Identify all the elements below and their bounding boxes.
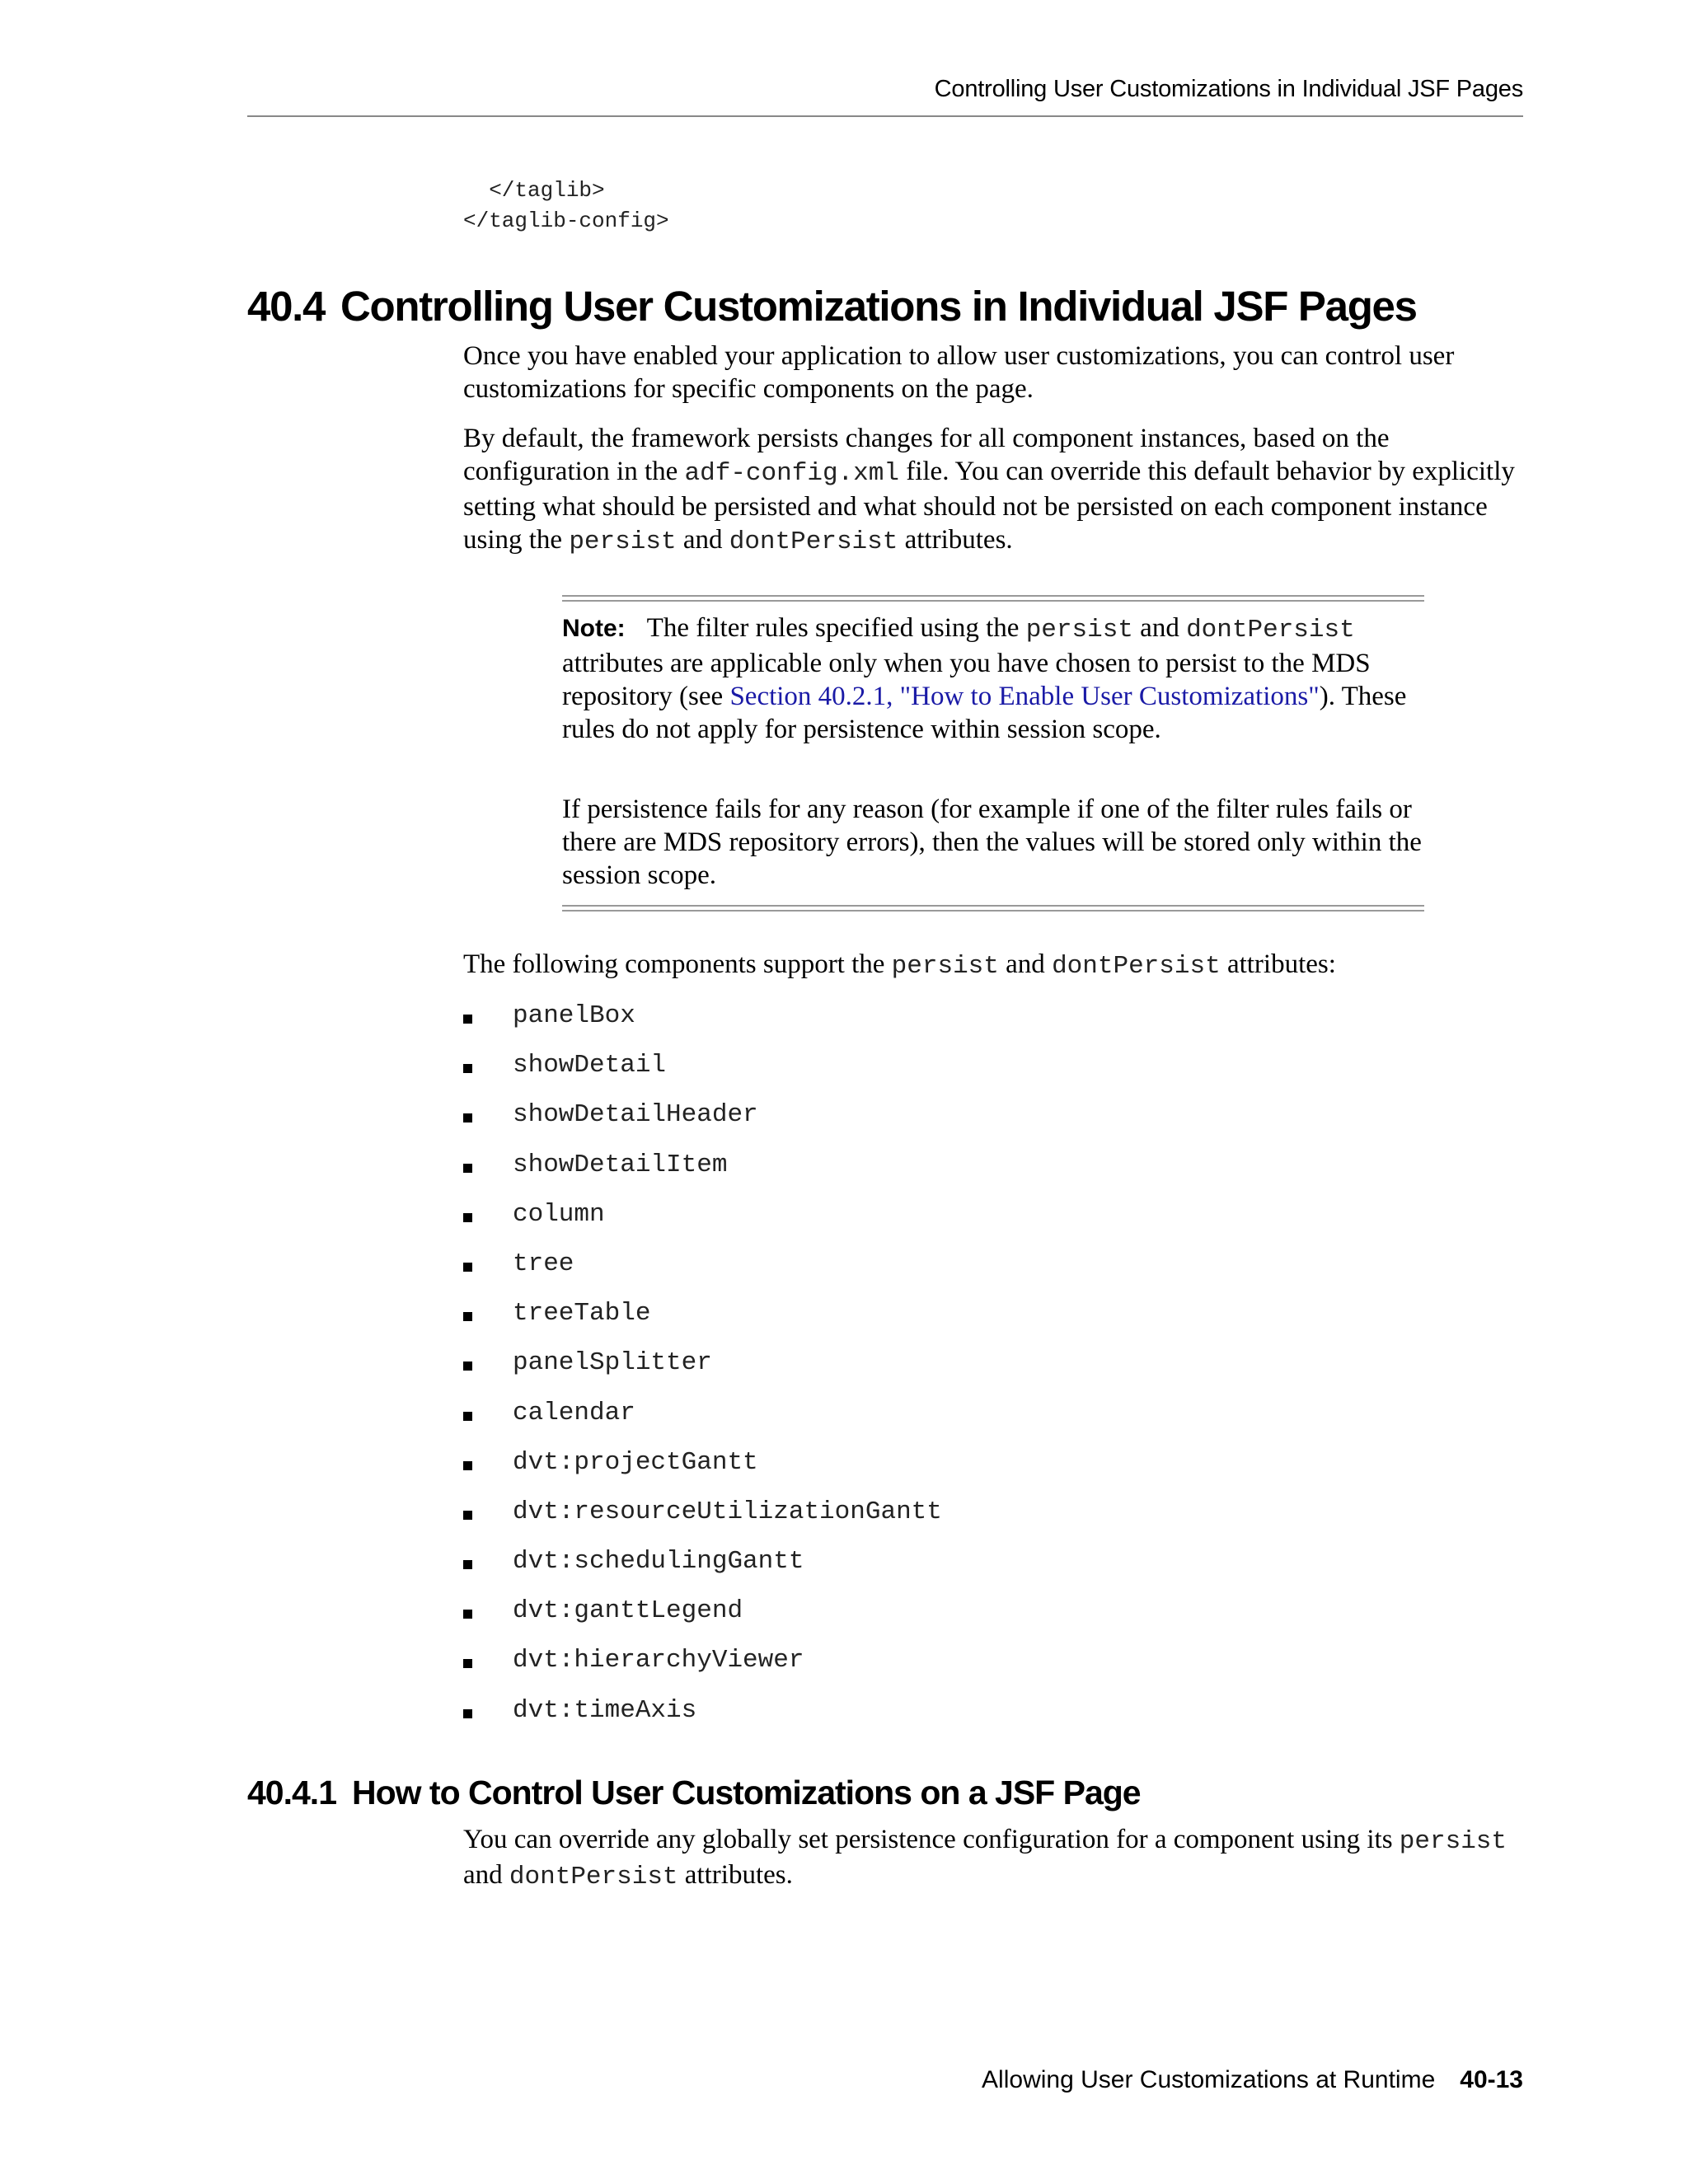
bullet-icon: [463, 1312, 472, 1321]
text-run: ). These rules do not apply for persistence within session scope.: [562, 682, 1407, 744]
bullet-icon: [463, 1263, 472, 1272]
component-name: dvt:schedulingGantt: [513, 1547, 804, 1577]
note-top-rule: [562, 595, 1424, 602]
code-line: </taglib-config>: [463, 209, 669, 233]
code-term: persist: [1025, 616, 1133, 644]
text-run: and: [676, 525, 729, 555]
note-paragraph-2: If persistence fails for any reason (for example if one of the filter rules fails or there are MDS repository errors), then the values will be stored only within the session scope.: [562, 794, 1422, 890]
subsection-title: How to Control User Customizations on a JSF Page: [352, 1774, 1141, 1811]
bullet-icon: [463, 1015, 472, 1024]
bullet-icon: [463, 1164, 472, 1173]
text-run: file. You can override this default behavior by explicitly setting what should be persisted and what should not be persisted on each component instance using the: [463, 457, 1515, 555]
code-line: </taglib>: [463, 178, 605, 203]
bullet-icon: [463, 1064, 472, 1073]
section-heading: [247, 282, 1417, 330]
list-intro: [463, 948, 1523, 983]
text-run: attributes:: [1220, 949, 1336, 979]
component-name: showDetailItem: [513, 1150, 728, 1179]
text-run: and: [463, 1860, 509, 1890]
bullet-icon: [463, 1511, 472, 1520]
section-link[interactable]: Section 40.2.1, "How to Enable User Customizations": [729, 682, 1320, 711]
section-title: Controlling User Customizations in Individual JSF Pages: [340, 283, 1417, 330]
code-term: persist: [1399, 1827, 1507, 1856]
subsection-number: 40.4.1: [247, 1774, 336, 1811]
bullet-icon: [463, 1361, 472, 1371]
component-name: dvt:timeAxis: [513, 1695, 697, 1725]
code-term: dontPersist: [1186, 616, 1355, 644]
text-run: attributes.: [898, 525, 1013, 555]
component-name: tree: [513, 1249, 574, 1278]
component-name: dvt:hierarchyViewer: [513, 1646, 804, 1675]
bullet-icon: [463, 1213, 472, 1222]
component-name: showDetail: [513, 1051, 667, 1080]
component-name: treeTable: [513, 1299, 651, 1329]
text-run: The following components support the: [463, 949, 892, 979]
component-name: panelSplitter: [513, 1348, 712, 1378]
bullet-icon: [463, 1610, 472, 1619]
bullet-icon: [463, 1412, 472, 1421]
header-rule: [247, 115, 1523, 117]
default-behavior-paragraph: [463, 422, 1523, 559]
bullet-icon: [463, 1461, 472, 1470]
bullet-icon: [463, 1659, 472, 1668]
page-number: 40-13: [1460, 2066, 1523, 2093]
component-name: column: [513, 1199, 605, 1229]
component-name: dvt:resourceUtilizationGantt: [513, 1497, 942, 1526]
note-paragraph: [562, 612, 1424, 746]
text-run: By default, the framework persists changes for all component instances, based on the configuration in the: [463, 424, 1390, 486]
intro-paragraph: Once you have enabled your application to allow user customizations, you can control user customizations for specific components on the page.: [463, 341, 1455, 404]
component-name: showDetailHeader: [513, 1100, 758, 1130]
text-run: You can override any globally set persistence configuration for a component using its: [463, 1825, 1400, 1854]
note-box: [562, 595, 1424, 918]
page-footer: [247, 2066, 1523, 2094]
note-label: Note:: [562, 615, 626, 642]
running-header: Controlling User Customizations in Individual JSF Pages: [934, 76, 1523, 102]
component-name: panelBox: [513, 1001, 635, 1030]
code-term: dontPersist: [1052, 952, 1221, 981]
text-run: and: [998, 949, 1053, 979]
section-number: 40.4: [247, 283, 326, 330]
text-run: and: [1132, 613, 1187, 643]
code-term: dontPersist: [509, 1863, 678, 1891]
bullet-icon: [463, 1560, 472, 1569]
text-run: attributes.: [678, 1860, 793, 1890]
code-block: [463, 176, 669, 237]
component-name: dvt:ganttLegend: [513, 1596, 743, 1626]
text-run: attributes are applicable only when you have chosen to persist to the MDS repository (see: [562, 649, 1371, 711]
component-name: dvt:projectGantt: [513, 1447, 758, 1477]
subsection-heading: [247, 1774, 1141, 1812]
footer-chapter-title: Allowing User Customizations at Runtime: [982, 2066, 1436, 2093]
note-bottom-rule: [562, 905, 1424, 912]
subsection-paragraph: [463, 1823, 1523, 1894]
code-term: persist: [891, 952, 999, 981]
code-term: persist: [569, 527, 677, 556]
bullet-icon: [463, 1113, 472, 1122]
bullet-icon: [463, 1709, 472, 1718]
component-name: calendar: [513, 1398, 635, 1427]
code-term: dontPersist: [729, 527, 898, 556]
text-run: The filter rules specified using the: [646, 613, 1026, 643]
code-term: adf-config.xml: [684, 459, 899, 488]
